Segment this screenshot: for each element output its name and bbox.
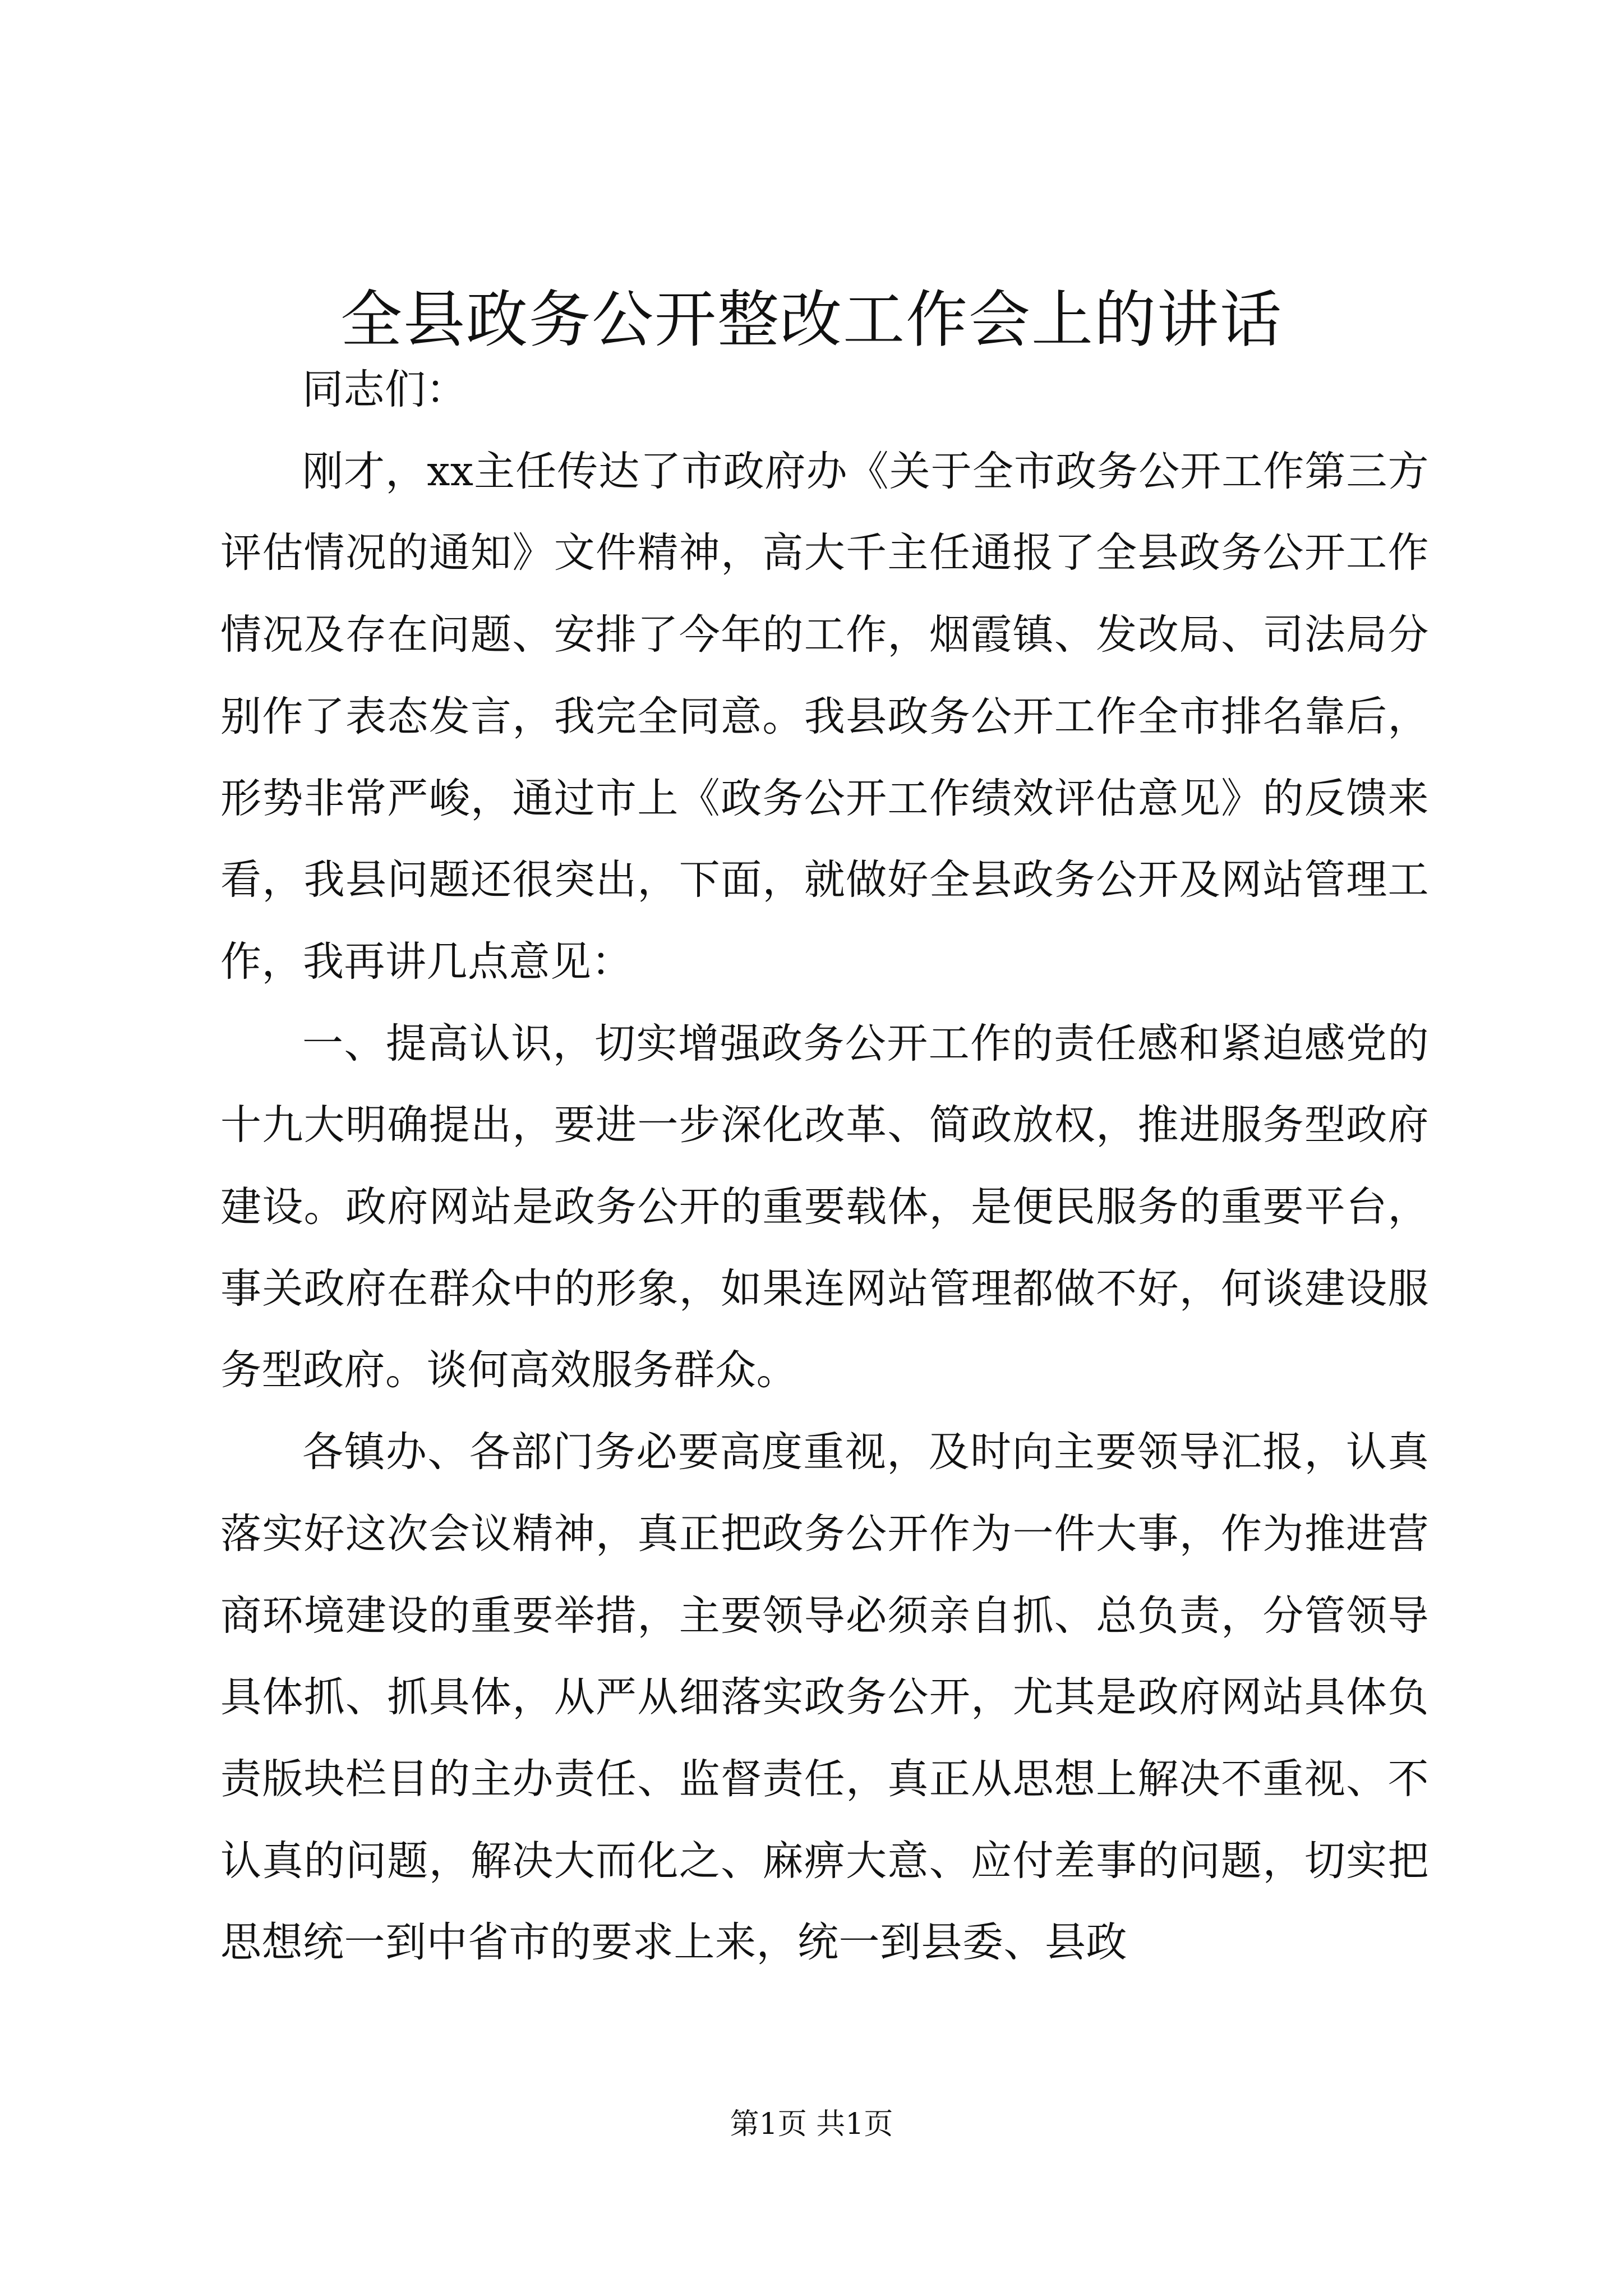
page-footer: 第1页 共1页 bbox=[730, 2108, 893, 2141]
body-paragraph: 刚才，xx主任传达了市政府办《关于全市政务公开工作第三方评估情况的通知》文件精神，高大千主任通报了全县政务公开工作情况及存在问题、安排了今年的工作，烟霞镇、发改局、司法局分别作了表态发言，我完全同意。我县政务公开工作全市排名靠后，形势非常严峻，通过市上《政务公开工作绩效评估意见》的反馈来看，我县问题还很突出，下面，就做好全县政务公开及网站管理工作，我再讲几点意见： bbox=[220, 447, 1429, 986]
document-body bbox=[220, 349, 1429, 1984]
body-paragraph: 一、提高认识，切实增强政务公开工作的责任感和紧迫感党的十九大明确提出，要进一步深化改革、简政放权，推进服务型政府建设。政府网站是政务公开的重要载体，是便民服务的重要平台，事关政府在群众中的形象，如果连网站管理都做不好，何谈建设服务型政府。谈何高效服务群众。 bbox=[220, 1019, 1429, 1395]
salutation-paragraph: 同志们： bbox=[302, 366, 467, 413]
body-paragraph: 各镇办、各部门务必要高度重视，及时向主要领导汇报，认真落实好这次会议精神，真正把政务公开作为一件大事，作为推进营商环境建设的重要举措，主要领导必须亲自抓、总负责，分管领导具体抓、抓具体，从严从细落实政务公开，尤其是政府网站具体负责版块栏目的主办责任、监督责任，真正从思想上解决不重视、不认真的问题，解决大而化之、麻痹大意、应付差事的问题，切实把思想统一到中省市的要求上来，统一到县委、县政 bbox=[220, 1428, 1429, 1967]
document-title: 全县政务公开整改工作会上的讲话 bbox=[340, 284, 1283, 356]
